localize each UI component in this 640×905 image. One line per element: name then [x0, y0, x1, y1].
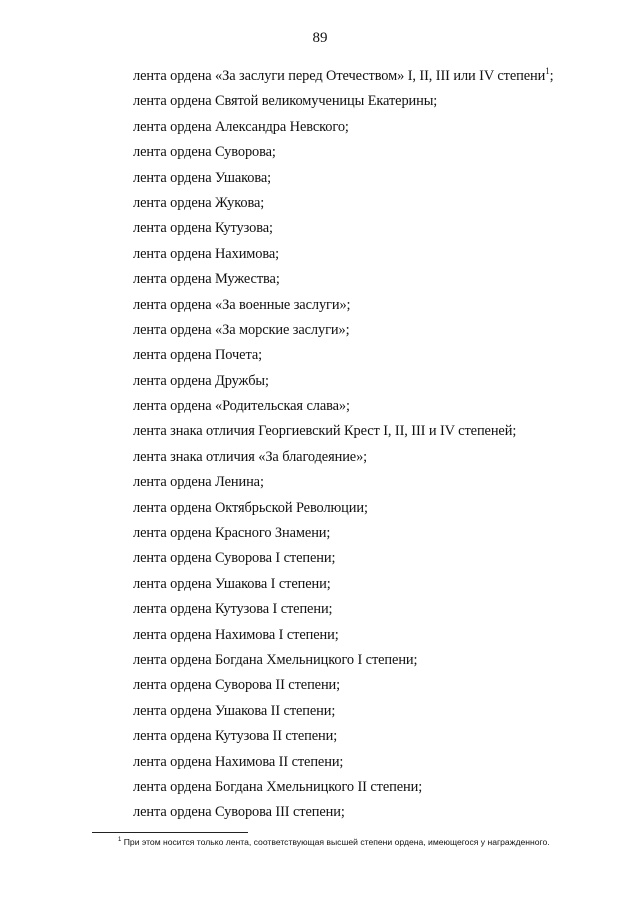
list-item: лента знака отличия Георгиевский Крест I, II, III и IV степеней; — [133, 423, 517, 440]
list-item: лента ордена Октябрьской Революции; — [133, 499, 368, 516]
list-item: лента ордена Суворова; — [133, 144, 276, 161]
footnote — [92, 836, 602, 849]
footnote-marker: 1 — [118, 837, 122, 843]
list-item: лента ордена Жукова; — [133, 194, 265, 211]
list-item: лента ордена Нахимова I степени; — [133, 626, 339, 643]
list-item: лента ордена Ушакова; — [133, 169, 272, 186]
list-item-punctuation: ; — [549, 68, 554, 84]
footnote-text: При этом носится только лента, соответствующая высшей степени ордена, имеющегося у награжденного. — [123, 837, 550, 847]
list-item: лента ордена Суворова I степени; — [133, 550, 336, 567]
list-item: лента ордена Богдана Хмельницкого I степени; — [133, 651, 418, 668]
list-item: лента ордена Кутузова; — [133, 220, 273, 237]
footnote-divider — [92, 832, 248, 833]
list-item: лента ордена Дружбы; — [133, 372, 269, 389]
list-item: лента ордена «Родительская слава»; — [133, 398, 350, 415]
list-item: лента ордена Мужества; — [133, 271, 280, 288]
list-item: лента ордена Нахимова; — [133, 245, 280, 262]
list-item: лента ордена «За военные заслуги»; — [133, 296, 351, 313]
list-item: лента ордена Суворова II степени; — [133, 677, 341, 694]
list-item: лента ордена Ушакова I степени; — [133, 575, 331, 592]
ribbon-list — [133, 64, 554, 826]
list-item — [133, 64, 554, 89]
list-item: лента ордена Суворова III степени; — [133, 804, 345, 821]
page-number: 89 — [312, 30, 328, 46]
list-item: лента ордена Ленина; — [133, 474, 264, 491]
list-item: лента ордена «За морские заслуги»; — [133, 321, 350, 338]
list-item: лента ордена Красного Знамени; — [133, 525, 331, 542]
list-item: лента ордена Святой великомученицы Екатерины; — [133, 93, 438, 110]
list-item: лента ордена Александра Невского; — [133, 118, 349, 135]
list-item: лента знака отличия «За благодеяние»; — [133, 448, 368, 465]
footnote-reference[interactable]: 1 — [545, 66, 550, 76]
list-item: лента ордена Почета; — [133, 347, 263, 364]
list-item: лента ордена Ушакова II степени; — [133, 702, 336, 719]
list-item-text: лента ордена «За заслуги перед Отечеством» I, II, III или IV степени — [133, 68, 546, 84]
list-item: лента ордена Кутузова I степени; — [133, 601, 333, 618]
list-item: лента ордена Нахимова II степени; — [133, 753, 344, 770]
list-item: лента ордена Богдана Хмельницкого II степени; — [133, 778, 423, 795]
list-item: лента ордена Кутузова II степени; — [133, 728, 338, 745]
